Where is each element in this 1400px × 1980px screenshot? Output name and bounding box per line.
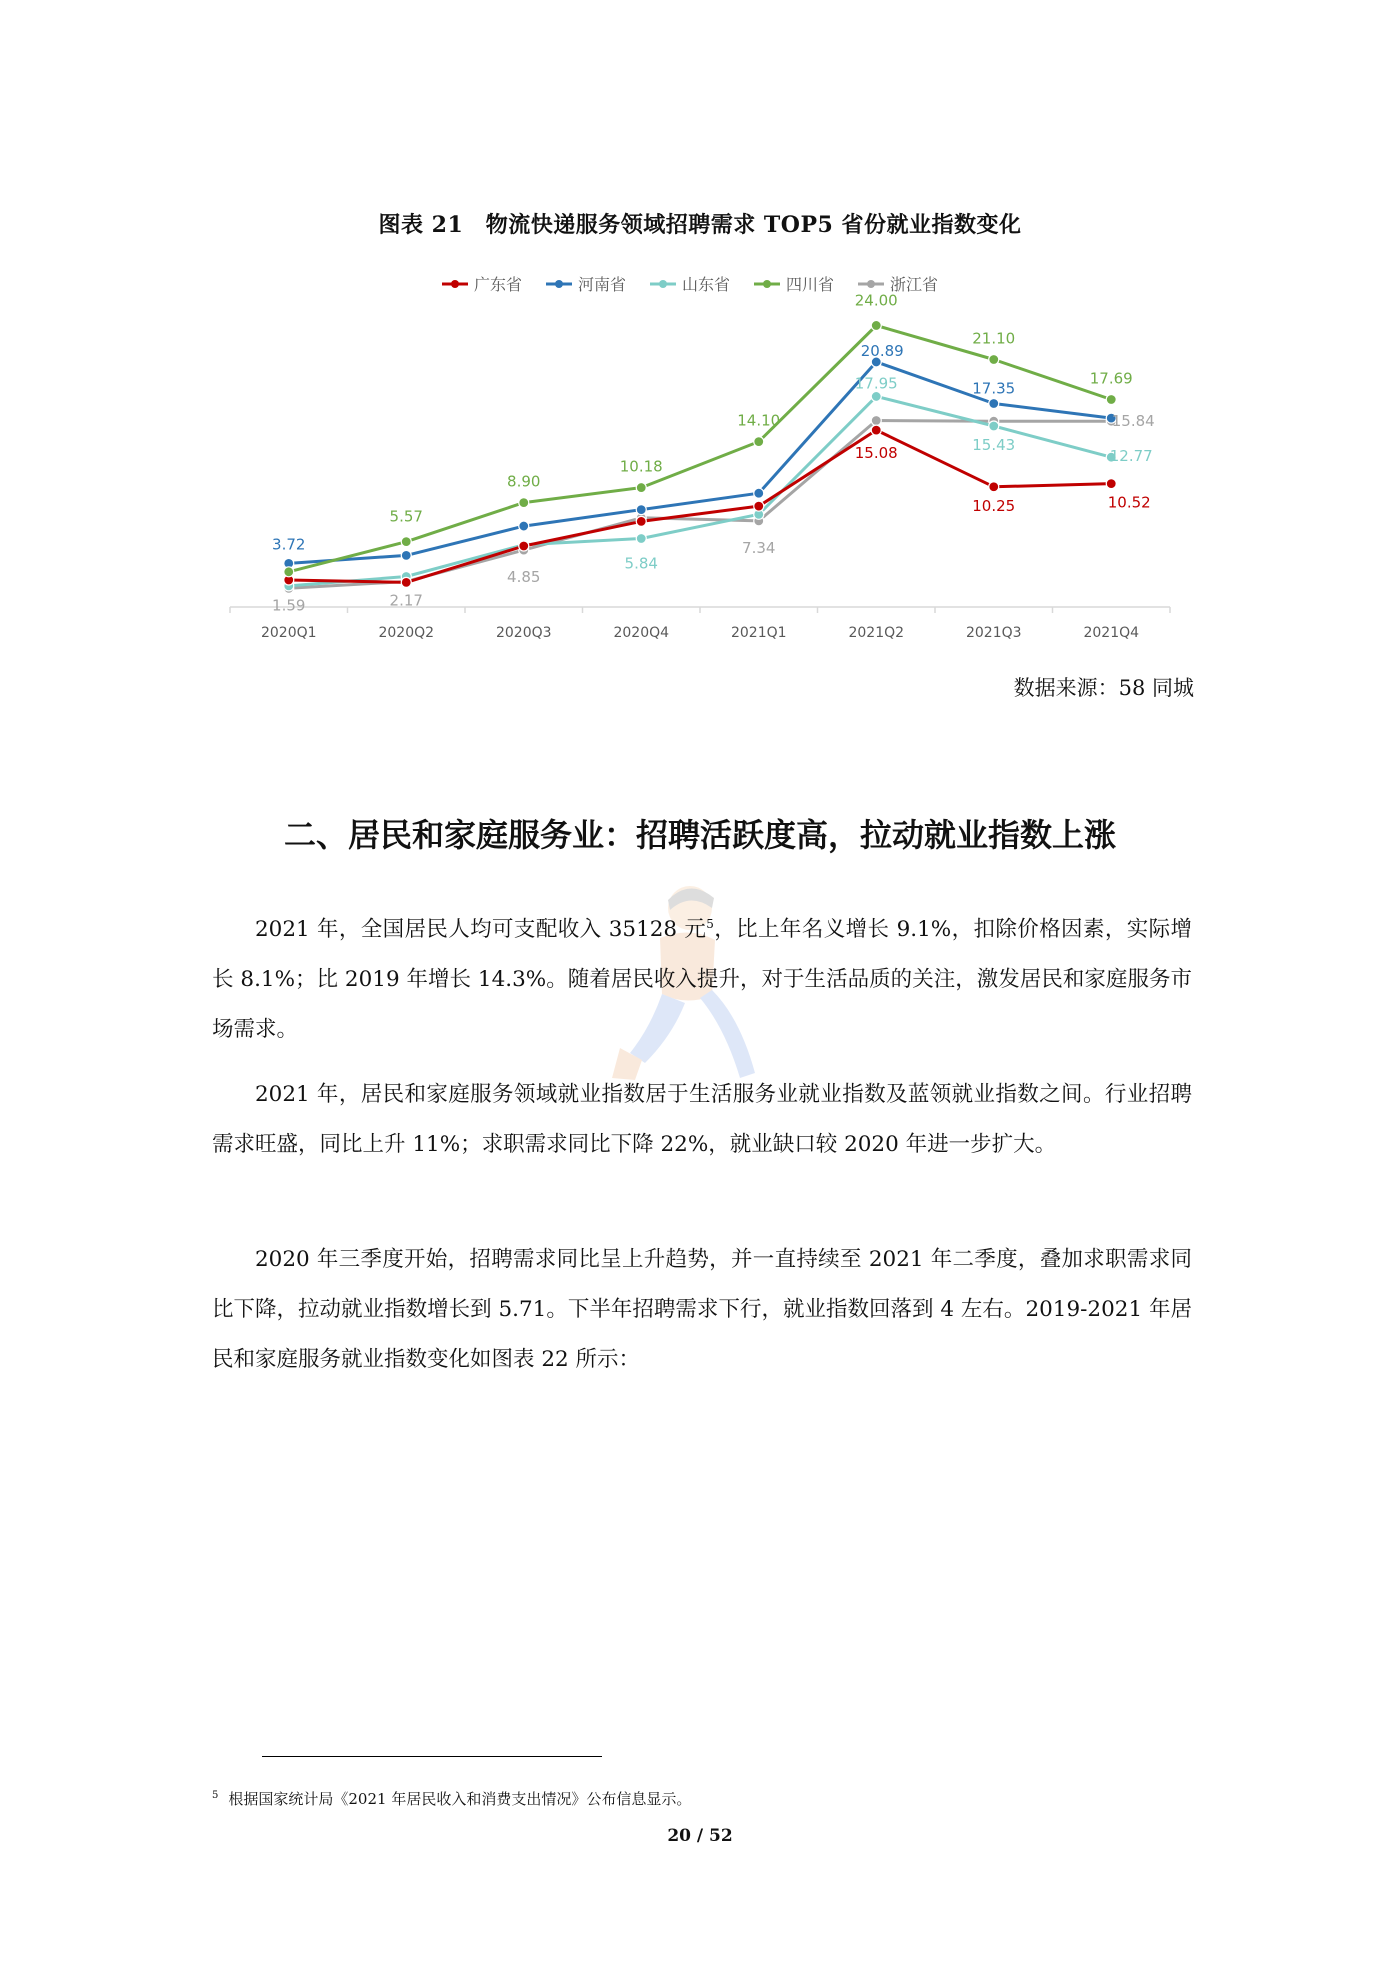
legend-label: 山东省 [682, 275, 731, 294]
footnote-ref: 5 [706, 916, 714, 931]
legend-label: 河南省 [578, 275, 627, 294]
footnote-divider [262, 1756, 602, 1757]
page-number: 20 / 52 [667, 1826, 733, 1846]
x-tick-label: 2020Q1 [260, 625, 317, 641]
data-point [871, 391, 881, 401]
data-label: 15.08 [854, 444, 898, 463]
section-heading: 二、居民和家庭服务业：招聘活跃度高，拉动就业指数上涨 [283, 816, 1116, 854]
data-point [636, 483, 646, 493]
data-point [519, 541, 529, 551]
chart-series [284, 320, 1117, 593]
data-label: 10.18 [619, 457, 663, 476]
data-point [636, 505, 646, 515]
legend-swatch-marker [763, 280, 771, 288]
data-point [989, 482, 999, 492]
data-point [871, 415, 881, 425]
data-label: 15.43 [972, 435, 1016, 454]
legend-swatch-marker [555, 280, 563, 288]
data-label: 15.84 [1111, 412, 1155, 431]
data-point [871, 425, 881, 435]
x-tick-label: 2021Q1 [730, 625, 787, 641]
data-label: 10.25 [972, 496, 1016, 515]
data-label: 12.77 [1109, 447, 1153, 466]
data-point [401, 537, 411, 547]
data-label: 3.72 [272, 535, 306, 554]
data-point [871, 320, 881, 330]
chart-data-labels [272, 291, 1155, 614]
data-point [1106, 479, 1116, 489]
x-tick-label: 2021Q4 [1083, 625, 1140, 641]
legend-label: 广东省 [474, 275, 523, 294]
chart-x-axis [230, 607, 1170, 641]
data-label: 8.90 [507, 472, 541, 491]
paragraph-income [212, 905, 1192, 1055]
series-line [289, 396, 1112, 586]
line-chart [210, 262, 1190, 652]
paragraph-trend: 2020 年三季度开始，招聘需求同比呈上升趋势，并一直持续至 2021 年二季度，叠加求职需求同比下降，拉动就业指数增长到 5.71。下半年招聘需求下行，就业指数回落到 4 左右。2019-2021 年居民和家庭服务就业指数变化如图表 22 所示： [212, 1247, 1192, 1372]
data-point [636, 533, 646, 543]
data-label: 21.10 [972, 329, 1016, 348]
x-tick-label: 2021Q2 [848, 625, 905, 641]
data-point [989, 354, 999, 364]
data-point [754, 437, 764, 447]
data-label: 17.35 [972, 379, 1016, 398]
data-source-note: 数据来源：58 同城 [1013, 676, 1194, 700]
footnote-text: 根据国家统计局《2021 年居民收入和消费支出情况》公布信息显示。 [228, 1790, 692, 1808]
data-label: 24.00 [854, 291, 898, 310]
legend-label: 浙江省 [890, 275, 939, 294]
data-label: 5.57 [389, 507, 423, 526]
paragraph-text: 2021 年，全国居民人均可支配收入 35128 元 [255, 917, 707, 942]
data-label: 10.52 [1107, 493, 1151, 512]
data-point [989, 398, 999, 408]
data-point [401, 577, 411, 587]
legend-swatch-marker [867, 280, 875, 288]
x-tick-label: 2020Q3 [495, 625, 552, 641]
data-point [519, 521, 529, 531]
legend-swatch-marker [451, 280, 459, 288]
paragraph-text: ，比上年名义增长 9.1%，扣除价格因素，实际增长 8.1%；比 2019 年增长 14.3%。随着居民收入提升，对于生活品质的关注，激发居民和家庭服务市场需求。 [212, 917, 1192, 1042]
data-label: 1.59 [272, 596, 306, 615]
legend-label: 四川省 [786, 275, 835, 294]
data-label: 17.69 [1089, 369, 1133, 388]
data-point [636, 516, 646, 526]
data-label: 20.89 [860, 341, 904, 360]
x-tick-label: 2020Q2 [378, 625, 435, 641]
x-tick-label: 2020Q4 [613, 625, 670, 641]
data-point [519, 498, 529, 508]
data-point [284, 567, 294, 577]
data-point [754, 501, 764, 511]
data-label: 14.10 [737, 411, 781, 430]
data-point [754, 488, 764, 498]
data-label: 17.95 [854, 374, 898, 393]
figure-caption: 图表 21 物流快递服务领域招聘需求 TOP5 省份就业指数变化 [378, 212, 1022, 238]
data-label: 2.17 [389, 591, 423, 610]
data-label: 4.85 [507, 568, 541, 587]
x-tick-label: 2021Q3 [965, 625, 1022, 641]
footnote [212, 1788, 691, 1809]
footnote-marker: 5 [212, 1790, 219, 1801]
data-label: 7.34 [742, 538, 776, 557]
legend-swatch-marker [659, 280, 667, 288]
data-point [401, 550, 411, 560]
data-point [1106, 394, 1116, 404]
paragraph-index: 2021 年，居民和家庭服务领域就业指数居于生活服务业就业指数及蓝领就业指数之间。行业招聘需求旺盛，同比上升 11%；求职需求同比下降 22%，就业缺口较 2020 年进一步扩大。 [212, 1082, 1192, 1157]
data-label: 5.84 [624, 554, 658, 573]
data-point [989, 421, 999, 431]
